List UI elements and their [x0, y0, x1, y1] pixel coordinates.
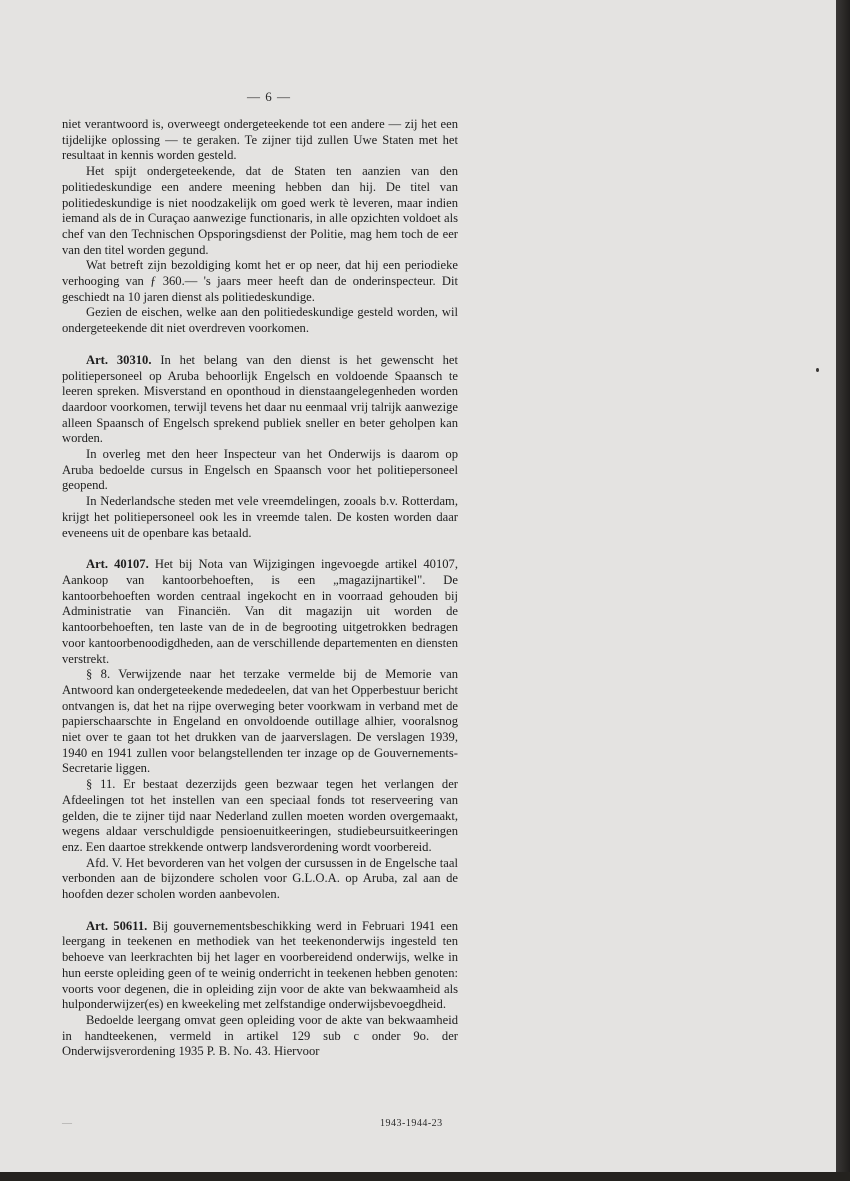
paragraph: § 11. Er bestaat dezerzijds geen bezwaar tegen het verlangen der Afdeelingen tot het instellen van een speciaal fonds tot reserveering van gelden, die te zijner tijd naar Nederland zullen moeten worden overgemaakt, wegens aldaar verschuldigde pensioenuitkeeringen, studiebeursuitkeeringen enz. Een daartoe strekkende ontwerp landsverordening wordt voorbereid. — [62, 777, 458, 854]
paragraph: Afd. V. Het bevorderen van het volgen der cursussen in de Engelsche taal verbonden aan de bijzondere scholen voor G.L.O.A. op Aruba, zal aan de hoofden dezer scholen worden aanbevolen. — [62, 855, 458, 902]
paragraph: § 8. Verwijzende naar het terzake vermelde bij de Memorie van Antwoord kan ondergeteekende mededeelen, dat van het Opperbestuur bericht ontvangen is, dat het na rijpe overweging beter voorkwam in verband met de papierschaarschte in Engeland en onvoldoende outillage alhier, vooralsnog niet over te gaan tot het drukken van de jaarverslagen. De verslagen 1939, 1940 en 1941 zullen voor belangstellenden ter inzage op de Gouvernements-Secretarie liggen. — [62, 667, 458, 776]
paragraph: In Nederlandsche steden met vele vreemdelingen, zooals b.v. Rotterdam, krijgt het politiepersoneel ook les in vreemde talen. De kosten worden daar eveneens uit de openbare kas betaald. — [62, 494, 458, 540]
body-text — [62, 117, 458, 1060]
article-number: Art. 50611. — [86, 918, 148, 933]
footer-reference: 1943-1944-23 — [380, 1118, 443, 1129]
binding-edge — [836, 0, 850, 1181]
footer-mark: — — [62, 1118, 72, 1129]
paragraph: Wat betreft zijn bezoldiging komt het er op neer, dat hij een periodieke verhooging van ƒ 360.— 's jaars meer heeft dan de onderinspecteur. Dit geschiedt na 10 jaren dienst als politiedeskundige. — [62, 258, 458, 304]
article-paragraph: Art. 30310. In het belang van den dienst is het gewenscht het politiepersoneel op Aruba behoorlijk Engelsch en voldoende Spaansch te leeren spreken. Misverstand en oponthoud in dienstaangelegenheden worden daardoor voorkomen, terwijl tevens het daar nu eenmaal vrij talrijk aanwezige alleen Spaansch of Engelsch sprekend publiek sneller en beter geholpen kan worden. — [62, 352, 458, 446]
page-number: — 6 — — [247, 89, 291, 104]
article-paragraph: Art. 40107. Het bij Nota van Wijzigingen ingevoegde artikel 40107, Aankoop van kantoorbehoeften, is een „magazijnartikel". De kantoorbehoeften worden centraal ingekocht en in voorraad gehouden bij Administratie van Financiën. Van dit magazijn uit worden de kantoorbehoeften, ten laste van de in de begrooting uitgetrokken bedragen voor kantoorbenoodigdheden, aan de verschillende departementen en diensten verstrekt. — [62, 557, 458, 666]
article-paragraph: Art. 50611. Bij gouvernementsbeschikking werd in Februari 1941 een leergang in teekenen en methodiek van het teekenonderwijs ingesteld ten behoeve van leerkrachten bij het lager en voorbereidend onderwijs, welke in hun eerste opleiding geen of te weinig onderricht in teekenen hebben genoten: voorts voor degenen, die in opleiding zijn voor de akte van bekwaamheid als hulponderwijzer(es) en kweekeling met zelfstandige onderwijsbevoegdheid. — [62, 918, 458, 1012]
article-number: Art. 30310. — [86, 352, 152, 367]
paragraph: Bedoelde leergang omvat geen opleiding voor de akte van bekwaamheid in handteekenen, vermeld in artikel 129 sub c onder 9o. der Onderwijsverordening 1935 P. B. No. 43. Hiervoor — [62, 1012, 458, 1059]
article-number: Art. 40107. — [86, 557, 149, 572]
paragraph: niet verantwoord is, overweegt ondergeteekende tot een andere — zij het een tijdelijke oplossing — te geraken. Te zijner tijd zullen Uwe Staten met het resultaat in kennis worden gesteld. — [62, 117, 458, 163]
bottom-edge — [0, 1172, 850, 1181]
paragraph: Het spijt ondergeteekende, dat de Staten ten aanzien van den politiedeskundige een andere meening hebben dan hij. De titel van politiedeskundige is niet noodzakelijk om goed werk tè leveren, maar indien iemand als de in Curaçao aanwezige functionaris, in alle opzichten voldoet als chef van den Technischen Opsporingsdienst der Politie, mag hem toch de eer van den titel worden gegund. — [62, 164, 458, 257]
paragraph: Gezien de eischen, welke aan den politiedeskundige gesteld worden, wil ondergeteekende dit niet overdreven voorkomen. — [62, 305, 458, 336]
paragraph: In overleg met den heer Inspecteur van het Onderwijs is daarom op Aruba bedoelde cursus in Engelsch en Spaansch voor het politiepersoneel geopend. — [62, 447, 458, 493]
paper-speck — [816, 368, 819, 372]
